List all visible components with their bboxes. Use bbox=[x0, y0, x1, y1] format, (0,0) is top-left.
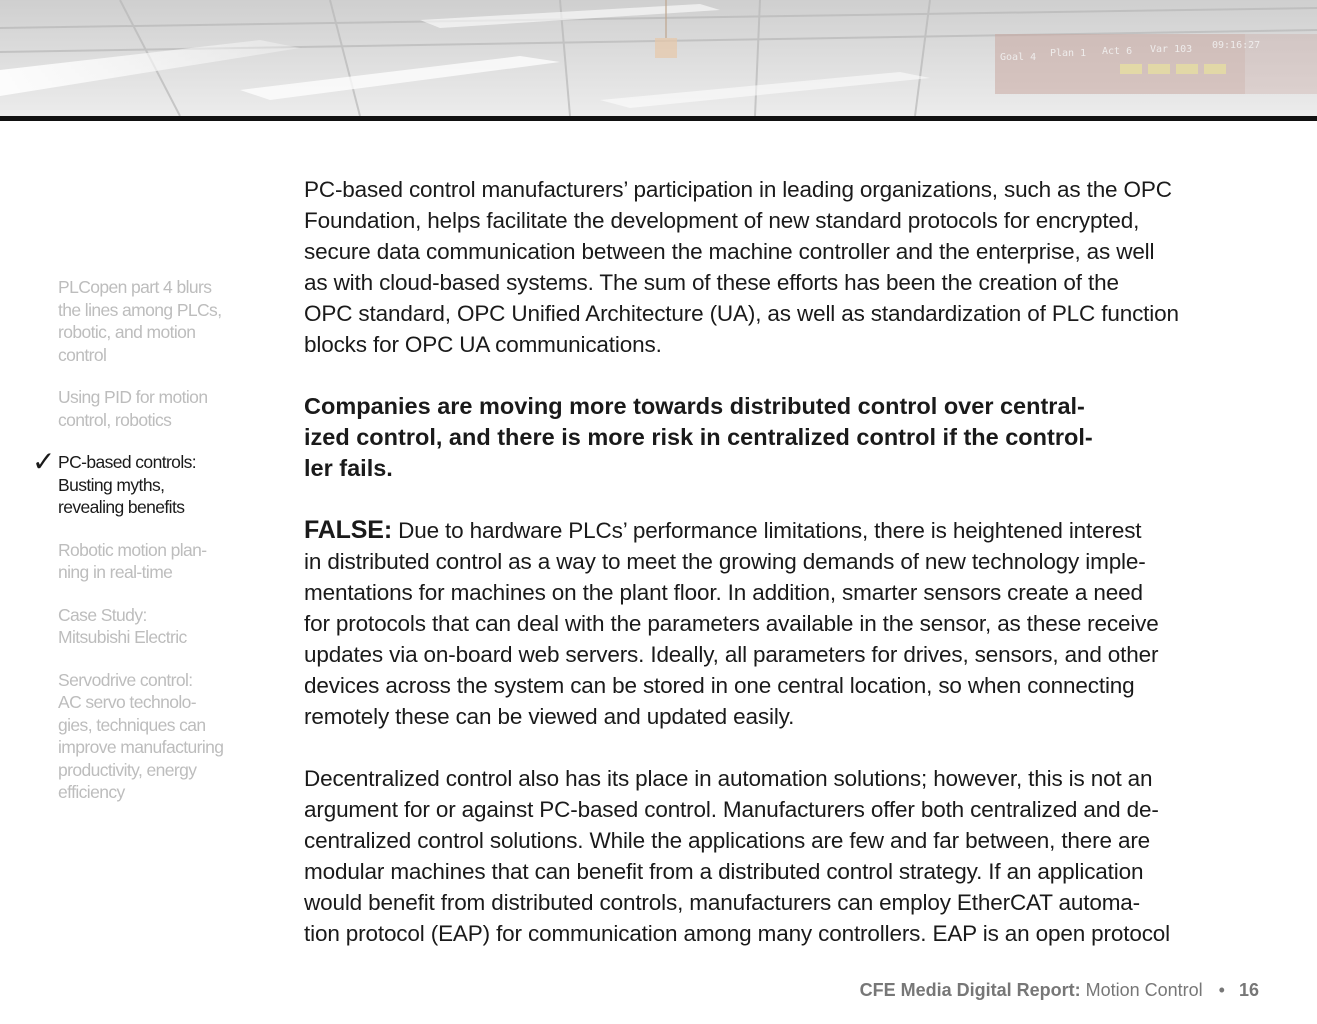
checkmark-icon: ✓ bbox=[32, 446, 55, 477]
text-line: argument for or against PC-based control. Manufacturers offer both centralized and de- bbox=[304, 797, 1159, 822]
toc-item-pc-based-controls[interactable] bbox=[32, 446, 243, 519]
text-line: devices across the system can be stored in one central location, so when connecting bbox=[304, 673, 1135, 698]
toc-item-label: Case Study: bbox=[58, 604, 147, 625]
toc-item-label: Mitsubishi Electric bbox=[58, 627, 187, 647]
myth-statement bbox=[304, 391, 1284, 484]
text-line: Decentralized control also has its place in automation solutions; however, this is not an bbox=[304, 766, 1153, 791]
toc-item-label: improve manufacturing bbox=[58, 737, 224, 757]
toc-item-label: Using PID for motion bbox=[58, 387, 208, 407]
header-rule bbox=[0, 116, 1317, 121]
text-line: Foundation, helps facilitate the development of new standard protocols for encrypted, bbox=[304, 208, 1140, 233]
toc-item-label: the lines among PLCs, bbox=[58, 299, 222, 320]
verdict-label: FALSE: bbox=[304, 516, 392, 544]
text-line: blocks for OPC UA communications. bbox=[304, 332, 662, 357]
text-line: for protocols that can deal with the parameters available in the sensor, as these receive bbox=[304, 611, 1159, 636]
toc-item-label: control bbox=[58, 344, 107, 365]
toc-item-label: AC servo technolo- bbox=[58, 692, 197, 712]
page-number: 16 bbox=[1238, 980, 1259, 1000]
toc-item-label: robotic, and motion bbox=[58, 322, 196, 342]
sidebar-toc bbox=[32, 276, 243, 824]
report-section: Motion Control bbox=[1080, 980, 1203, 1000]
toc-item-case-study[interactable] bbox=[58, 604, 243, 649]
toc-item-label: control, robotics bbox=[58, 409, 172, 430]
toc-item-servodrive[interactable] bbox=[58, 669, 243, 804]
toc-item-label: gies, techniques can bbox=[58, 714, 206, 735]
text-line: ler fails. bbox=[304, 455, 393, 481]
toc-item-label: ning in real-time bbox=[58, 562, 173, 582]
verdict-text: Due to hardware PLCs’ performance limitations, there is heightened interest bbox=[392, 518, 1142, 543]
toc-item-plcopen[interactable] bbox=[58, 276, 243, 366]
toc-item-label: productivity, energy bbox=[58, 759, 197, 780]
toc-item-label: Busting myths, bbox=[58, 474, 165, 495]
text-line bbox=[304, 515, 1284, 546]
article-body bbox=[304, 174, 1284, 980]
text-line: as with cloud-based systems. The sum of these efforts has been the creation of the bbox=[304, 270, 1119, 295]
text-line: mentations for machines on the plant floor. In addition, smarter sensors create a need bbox=[304, 580, 1143, 605]
factory-photo bbox=[0, 0, 1317, 116]
text-line: PC-based control manufacturers’ participation in leading organizations, such as the OPC bbox=[304, 177, 1172, 202]
display-label: Plan 1 bbox=[1050, 48, 1087, 59]
footer-separator: • bbox=[1218, 980, 1225, 1000]
paragraph-verdict bbox=[304, 515, 1284, 732]
toc-item-label: Robotic motion plan- bbox=[58, 539, 207, 560]
text-line: updates via on-board web servers. Ideally, all parameters for drives, sensors, and other bbox=[304, 642, 1159, 667]
text-line: tion protocol (EAP) for communication among many controllers. EAP is an open protocol bbox=[304, 921, 1171, 946]
text-line: in distributed control as a way to meet the growing demands of new technology imple- bbox=[304, 549, 1146, 574]
paragraph-decentralized bbox=[304, 763, 1284, 949]
toc-item-label: PLCopen part 4 blurs bbox=[58, 277, 212, 297]
paragraph-opc bbox=[304, 174, 1284, 360]
text-line: ized control, and there is more risk in centralized control if the control- bbox=[304, 424, 1093, 450]
page-footer bbox=[860, 978, 1259, 1002]
text-line: Companies are moving more towards distributed control over central- bbox=[304, 393, 1085, 419]
publication-name: CFE Media Digital Report: bbox=[859, 980, 1081, 1000]
text-line: would benefit from distributed controls, manufacturers can employ EtherCAT automa- bbox=[304, 890, 1141, 915]
toc-item-label: PC-based controls: bbox=[58, 452, 197, 472]
display-label: Act 6 bbox=[1102, 46, 1133, 57]
text-line: OPC standard, OPC Unified Architecture (UA), as well as standardization of PLC function bbox=[304, 301, 1179, 326]
header-banner-image bbox=[0, 0, 1317, 116]
toc-item-label: revealing benefits bbox=[58, 497, 185, 517]
text-line: centralized control solutions. While the applications are few and far between, there are bbox=[304, 828, 1151, 853]
display-label: Goal 4 bbox=[1000, 52, 1037, 63]
text-line: modular machines that can benefit from a distributed control strategy. If an application bbox=[304, 859, 1144, 884]
text-line: secure data communication between the machine controller and the enterprise, as well bbox=[304, 239, 1155, 264]
toc-item-label: Servodrive control: bbox=[58, 669, 193, 690]
toc-item-label: efficiency bbox=[58, 782, 125, 802]
display-label: 09:16:27 bbox=[1212, 40, 1261, 51]
display-label: Var 103 bbox=[1150, 44, 1193, 55]
toc-item-robotic-motion[interactable] bbox=[58, 539, 243, 584]
toc-item-pid[interactable] bbox=[58, 386, 243, 431]
text-line: remotely these can be viewed and updated easily. bbox=[304, 704, 795, 729]
